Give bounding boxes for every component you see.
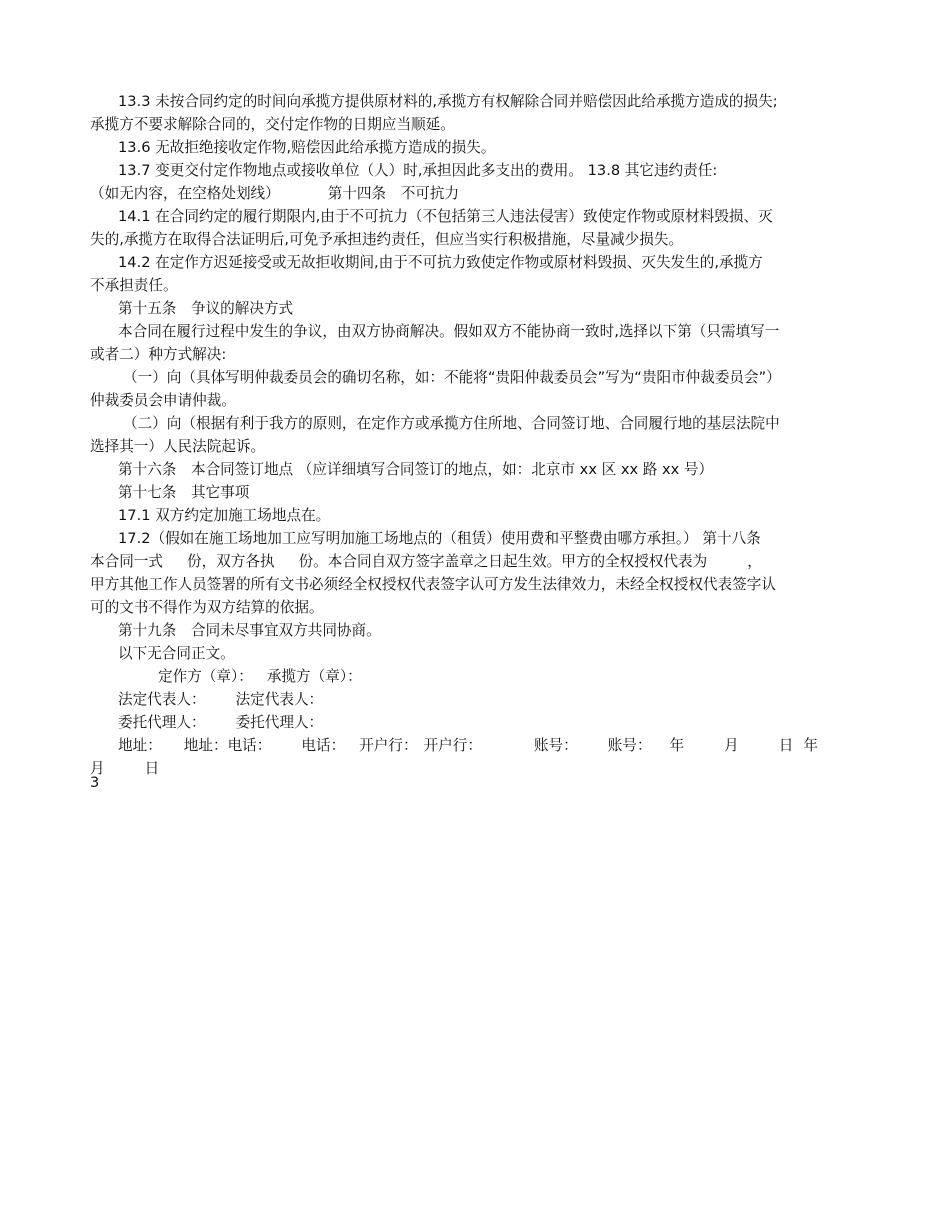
text-line: 第十七条 其它事项 (118, 484, 250, 501)
client-seal-label: 定作方（章）： (158, 668, 253, 685)
text-line: 份，双方各执 (186, 553, 275, 570)
article-18-line-3 (90, 596, 865, 619)
text-line: 甲方其他工作人员签署的所有文书必须经全权授权代表签字认可方发生法律效力，未经全权授权代表签字认 (90, 576, 776, 593)
contractor-legal-rep-label: 法定代表人： (235, 691, 324, 708)
month-label: 月 (724, 737, 739, 754)
clause-14-1-line-1 (90, 205, 865, 228)
client-legal-rep-label: 法定代表人： (118, 691, 206, 708)
text-line: 17.2（假如在施工场地加工应写明加施工场地点的（租赁）使用费和平整费由哪方承担。） 第十八条 (118, 530, 761, 547)
month-label: 月 (90, 760, 105, 777)
bank-label: 开户行： (423, 737, 482, 754)
text-line: 失的,承揽方在取得合法证明后,可免予承担违约责任，但应当实行积极措施，尽量减少损失。 (90, 231, 684, 248)
year-label: 年 (669, 737, 685, 754)
text-line: 份。本合同自双方签字盖章之日起生效。甲方的全权授权代表为 (298, 553, 708, 570)
text-line: 13.6 无故拒绝接收定作物,赔偿因此给承揽方造成的损失。 (118, 139, 496, 156)
article-18-line-2 (90, 573, 865, 596)
text-line: （二）向（根据有利于我方的原则，在定作方或承揽方住所地、合同签订地、合同履行地的基层法院中 (123, 415, 780, 432)
clause-14-1-line-2 (90, 228, 865, 251)
account-label: 账号： (533, 737, 578, 754)
clause-13-7 (90, 159, 865, 182)
clause-13-3-line-2 (90, 113, 865, 136)
clause-14-2-line-1 (90, 251, 865, 274)
text-line: 仲裁委员会申请仲裁。 (90, 392, 236, 409)
page-number: 3 (90, 774, 100, 791)
article-15-heading (90, 297, 865, 320)
article-16 (90, 458, 865, 481)
text-line: ， (747, 553, 762, 570)
clause-13-6 (90, 136, 865, 159)
option-1-line-2 (90, 389, 865, 412)
text-line: 选择其一）人民法院起诉。 (90, 438, 266, 455)
article-18-line-1 (90, 550, 865, 573)
date-line (90, 757, 865, 780)
phone-label: 电话： (301, 737, 346, 754)
text-line: 第十九条 合同未尽事宜双方共同协商。 (118, 622, 381, 639)
text-line: 不承担责任。 (90, 277, 178, 294)
clause-13-3-line-1 (90, 90, 865, 113)
text-line: 承揽方不要求解除合同的，交付定作物的日期应当顺延。 (90, 116, 455, 133)
text-line: 本合同在履行过程中发生的争议，由双方协商解决。假如双方不能协商一致时,选择以下第（只需填写一 (118, 323, 780, 340)
address-label: 地址： (118, 737, 162, 754)
clause-14-2-line-2 (90, 274, 865, 297)
agent-line (90, 711, 865, 734)
option-1-line-1 (90, 366, 865, 389)
text-line: 13.7 变更交付定作物地点或接收单位（人）时,承担因此多支出的费用。 13.8 其它违约责任: (118, 162, 718, 179)
article-15-line-1 (90, 320, 865, 343)
day-label: 日 (144, 760, 160, 777)
article-14-heading: 第十四条 不可抗力 (327, 185, 460, 202)
article-17-heading (90, 481, 865, 504)
article-15-line-2 (90, 343, 865, 366)
legal-representative-line (90, 688, 865, 711)
clause-17-1 (90, 504, 865, 527)
text-line: 13.3 未按合同约定的时间向承揽方提供原材料的,承揽方有权解除合同并赔偿因此给承揽方造成的损失; (118, 93, 778, 110)
text-line: 第十五条 争议的解决方式 (118, 300, 294, 317)
option-2-line-2 (90, 435, 865, 458)
account-label: 账号： (607, 737, 652, 754)
text-line: （一）向（具体写明仲裁委员会的确切名称，如：不能将“贵阳仲裁委员会”写为“贵阳市仲裁委员会”） (123, 369, 781, 386)
bank-label: 开户行： (359, 737, 418, 754)
day-label: 日 (778, 737, 794, 754)
clause-17-2 (90, 527, 865, 550)
text-line: 本合同一式 (90, 553, 163, 570)
contractor-agent-label: 委托代理人： (235, 714, 324, 731)
address-phone-label: 地址：电话： (183, 737, 272, 754)
year-label: 年 (803, 737, 818, 754)
document-body (90, 90, 865, 780)
text-line: （如无内容，在空格处划线） (90, 185, 280, 202)
text-line: 以下无合同正文。 (118, 645, 235, 662)
text-line: 17.1 双方约定加施工场地点在。 (118, 507, 331, 524)
contact-info-line (90, 734, 865, 757)
text-line: 14.2 在定作方迟延接受或无故拒收期间,由于不可抗力致使定作物或原材料毁损、灭失发生的,承揽方 (118, 254, 763, 271)
contractor-seal-label: 承揽方（章）： (266, 668, 362, 685)
end-of-contract-note (90, 642, 865, 665)
option-2-line-1 (90, 412, 865, 435)
text-line: 14.1 在合同约定的履行期限内,由于不可抗力（不包括第三人违法侵害）致使定作物或原材料毁损、灭 (118, 208, 773, 225)
text-line: 或者二）种方式解决: (90, 346, 227, 363)
clause-13-8-note (90, 182, 865, 205)
text-line: 第十六条 本合同签订地点 （应详细填写合同签订的地点，如：北京市 xx 区 xx 路 xx 号） (118, 461, 714, 478)
client-agent-label: 委托代理人： (118, 714, 206, 731)
signature-seal-line (90, 665, 865, 688)
text-line: 可的文书不得作为双方结算的依据。 (90, 599, 324, 616)
article-19 (90, 619, 865, 642)
